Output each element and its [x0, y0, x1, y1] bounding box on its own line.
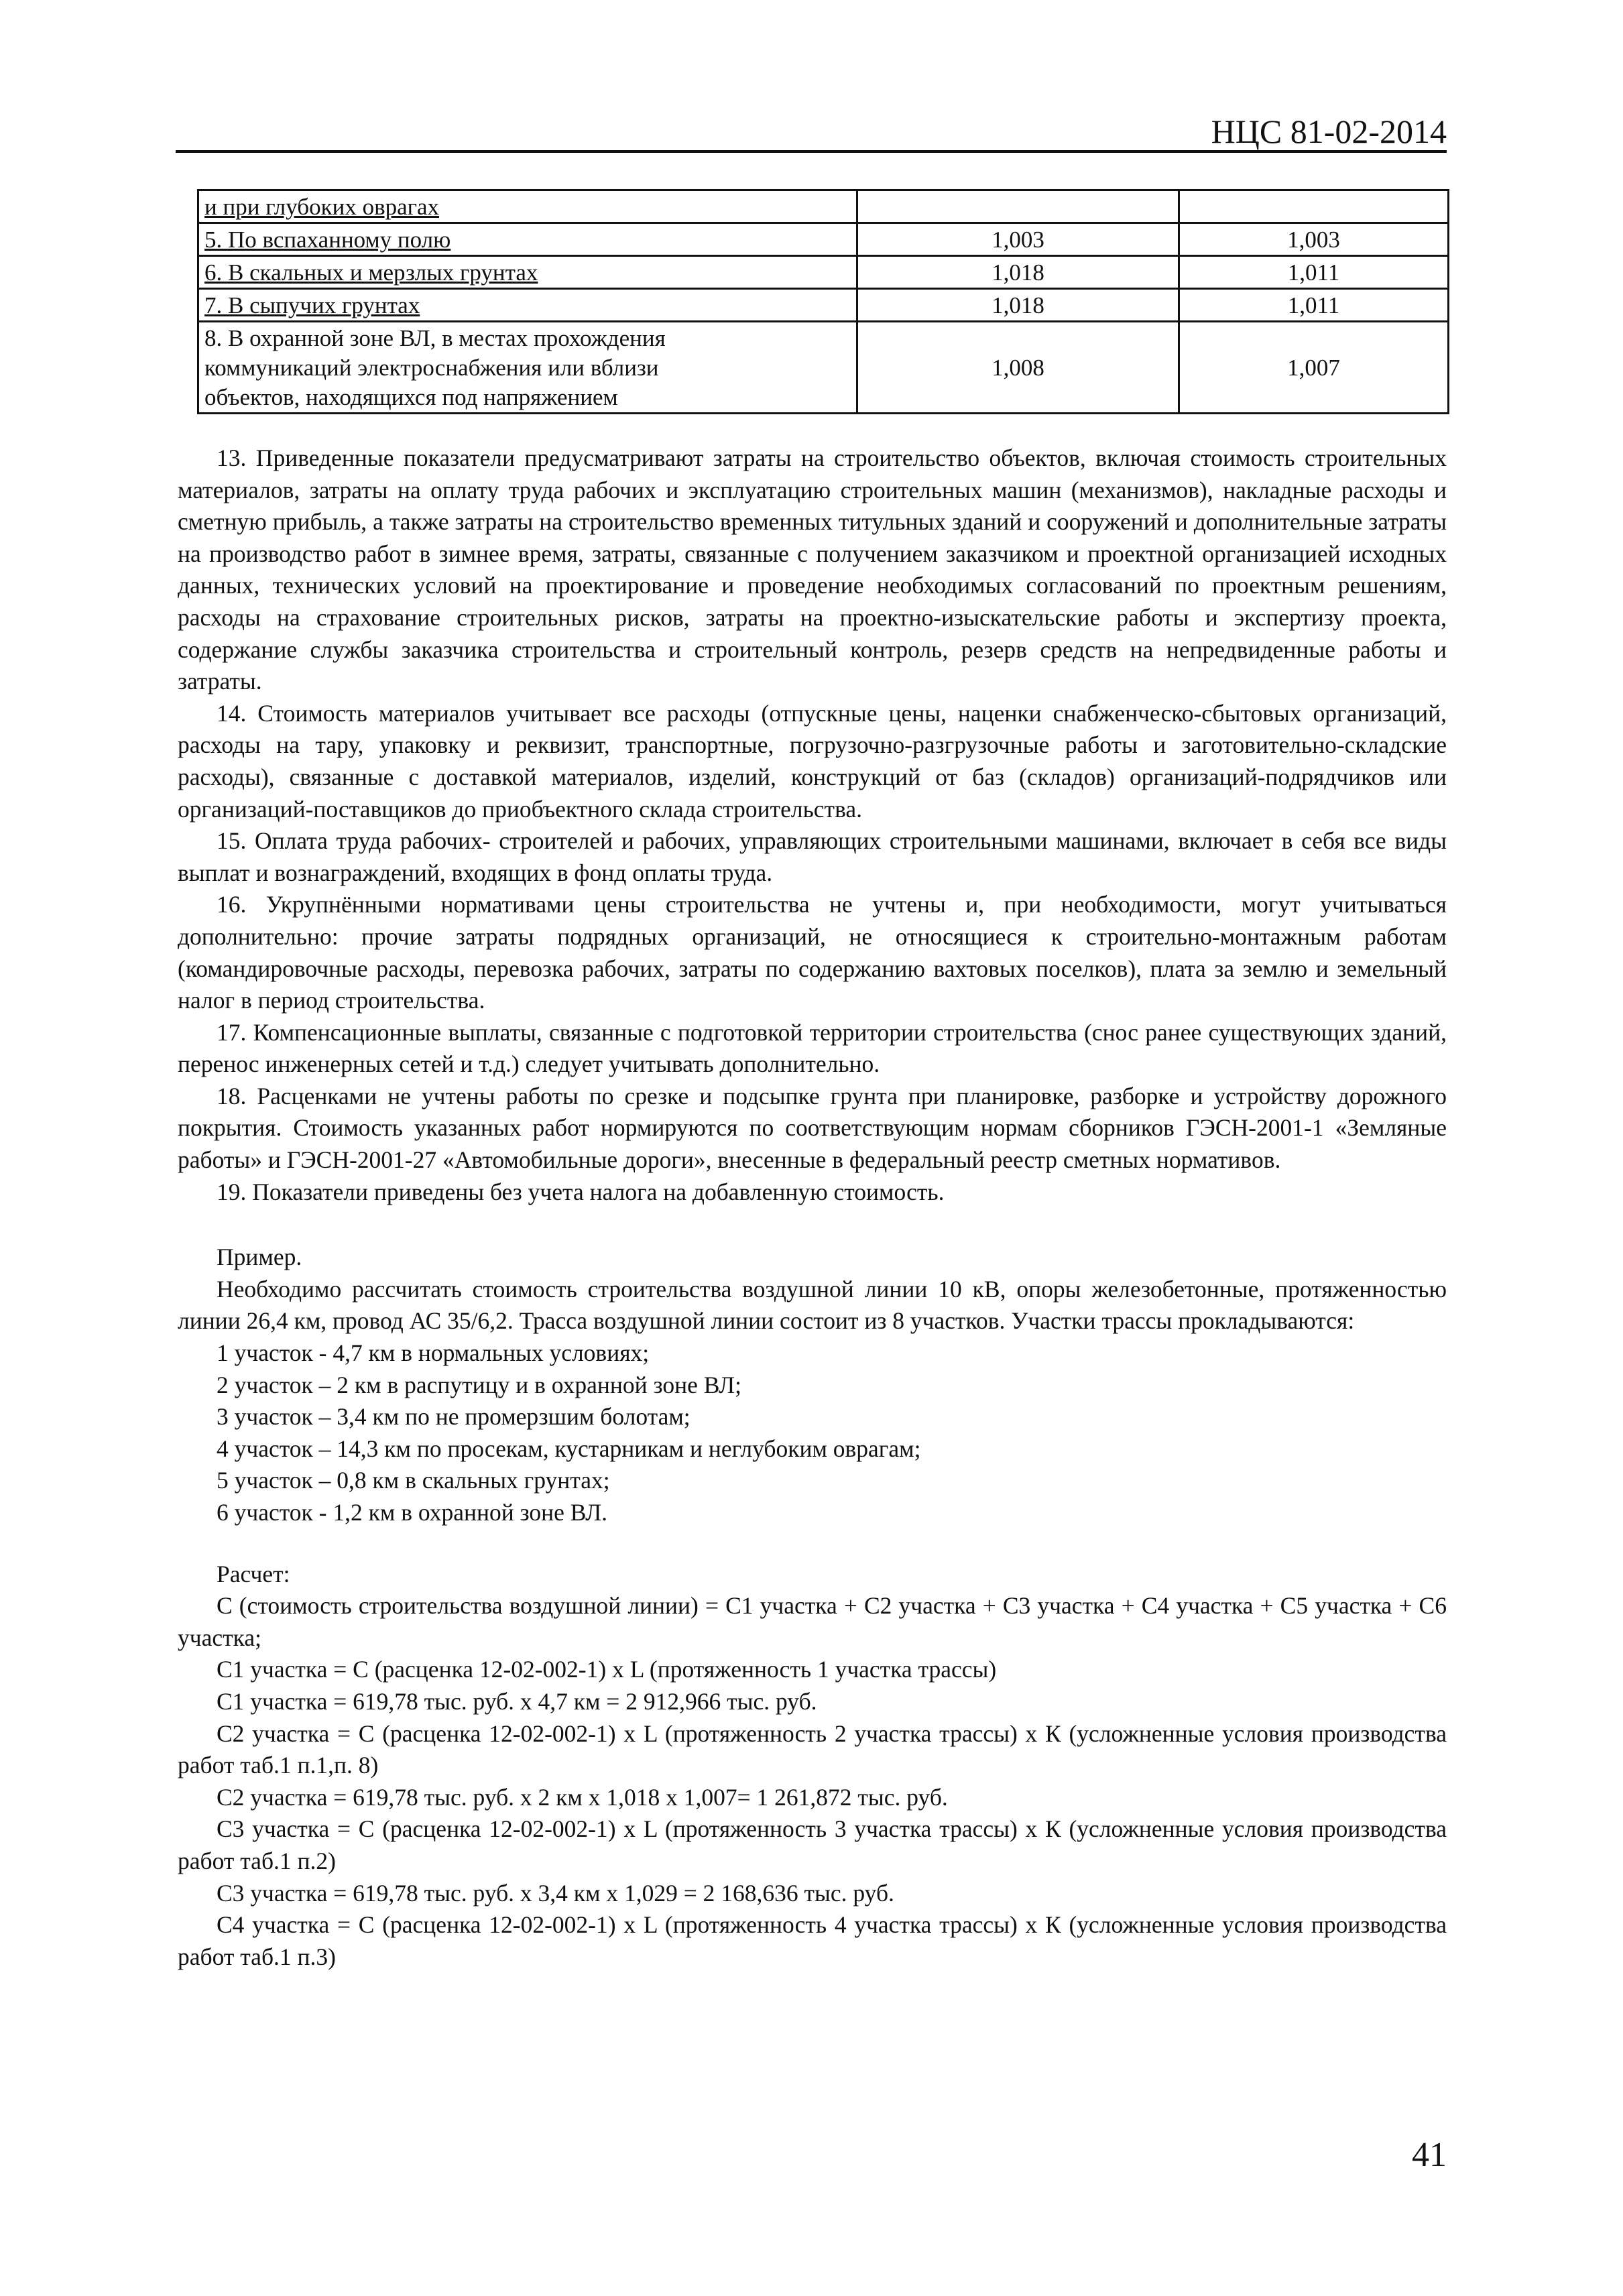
- table-cell-value: 1,007: [1179, 322, 1449, 414]
- spacer: [178, 1208, 1447, 1242]
- table-row: [198, 190, 1449, 223]
- example-section-4: 4 участок – 14,3 км по просекам, кустарникам и неглубоким оврагам;: [217, 1435, 921, 1462]
- table-cell-value: 1,003: [857, 223, 1179, 256]
- page-header: [176, 113, 1447, 153]
- paragraph-15: 15. Оплата труда рабочих- строителей и рабочих, управляющих строительными машинами, включает в себя все виды выплат и вознаграждений, входящих в фонд оплаты труда.: [178, 827, 1447, 886]
- table-cell-label: 6. В скальных и мерзлых грунтах: [198, 256, 857, 289]
- calculation-line-4: С2 участка = С (расценка 12-02-002-1) х L (протяженность 2 участка трассы) х К (усложненные условия производства работ таб.1 п.1,п. 8): [178, 1719, 1447, 1779]
- table-cell-value: [1179, 190, 1449, 223]
- example-section-2: 2 участок – 2 км в распутицу и в охранной зоне ВЛ;: [217, 1371, 741, 1398]
- calculation-line-6: С3 участка = С (расценка 12-02-002-1) х L (протяженность 3 участка трассы) х К (усложненные условия производства работ таб.1 п.2): [178, 1815, 1447, 1874]
- table-row: [198, 289, 1449, 322]
- calculation-line-7: С3 участка = 619,78 тыс. руб. х 3,4 км х 1,029 = 2 168,636 тыс. руб.: [217, 1879, 894, 1907]
- document-body: [178, 442, 1447, 1973]
- example-section-1: 1 участок - 4,7 км в нормальных условиях;: [217, 1339, 650, 1367]
- table-cell-value: 1,011: [1179, 256, 1449, 289]
- table-cell-value: 1,003: [1179, 223, 1449, 256]
- paragraph-16: 16. Укрупнёнными нормативами цены строительства не учтены и, при необходимости, могут учитываться дополнительно: прочие затраты подрядных организаций, не относящиеся к строительно-монтажным работам (командировочные расходы, перевозка рабочих, затраты по содержанию вахтовых поселков), плата за землю и земельный налог в период строительства.: [178, 891, 1447, 1014]
- calculation-line-2: С1 участка = С (расценка 12-02-002-1) х L (протяженность 1 участка трассы): [217, 1656, 997, 1683]
- table-cell-label: [198, 322, 857, 414]
- table-cell-value: 1,008: [857, 322, 1179, 414]
- document-code: НЦС 81-02-2014: [1211, 113, 1447, 150]
- example-section-5: 5 участок – 0,8 км в скальных грунтах;: [217, 1467, 610, 1494]
- table-cell-label: и при глубоких оврагах: [198, 190, 857, 223]
- table-cell-label: 7. В сыпучих грунтах: [198, 289, 857, 322]
- table-row: [198, 223, 1449, 256]
- calculation-line-1: С (стоимость строительства воздушной линии) = С1 участка + С2 участка + С3 участка + С4 участка + С5 участка + С6 участка;: [178, 1592, 1447, 1651]
- table-cell-value: 1,018: [857, 289, 1179, 322]
- calculation-line-5: С2 участка = 619,78 тыс. руб. х 2 км х 1,018 х 1,007= 1 261,872 тыс. руб.: [217, 1783, 948, 1811]
- table-cell-value: [857, 190, 1179, 223]
- paragraph-18: 18. Расценками не учтены работы по срезке и подсыпке грунта при планировке, разборке и устройству дорожного покрытия. Стоимость указанных работ нормируются по соответствующим нормам сборников ГЭСН-2001-1 «Земляные работы» и ГЭСН-2001-27 «Автомобильные дороги», внесенные в федеральный реестр сметных нормативов.: [178, 1082, 1447, 1174]
- page-number: 41: [1412, 2136, 1447, 2174]
- example-section-6: 6 участок - 1,2 км в охранной зоне ВЛ.: [217, 1499, 608, 1526]
- table-cell-value: 1,011: [1179, 289, 1449, 322]
- table-row: [198, 256, 1449, 289]
- example-intro: Необходимо рассчитать стоимость строительства воздушной линии 10 кВ, опоры железобетонные, протяженностью линии 26,4 км, провод АС 35/6,2. Трасса воздушной линии состоит из 8 участков. Участки трассы прокладываются:: [178, 1275, 1447, 1335]
- calculation-line-8: С4 участка = С (расценка 12-02-002-1) х L (протяженность 4 участка трассы) х К (усложненные условия производства работ таб.1 п.3): [178, 1911, 1447, 1970]
- table-cell-label: 5. По вспаханному полю: [198, 223, 857, 256]
- table-cell-line: 8. В охранной зоне ВЛ, в местах прохождения: [204, 325, 666, 351]
- coefficient-table: [197, 189, 1449, 414]
- example-title: Пример.: [217, 1244, 302, 1271]
- table-cell-value: 1,018: [857, 256, 1179, 289]
- paragraph-19: 19. Показатели приведены без учета налога на добавленную стоимость.: [217, 1178, 945, 1205]
- paragraph-14: 14. Стоимость материалов учитывает все расходы (отпускные цены, наценки снабженческо-сбытовых организаций, расходы на тару, упаковку и реквизит, транспортные, погрузочно-разгрузочные работы и заготовительно-складские расходы), связанные с доставкой материалов, изделий, конструкций от баз (складов) организаций-подрядчиков или организаций-поставщиков до приобъектного склада строительства.: [178, 699, 1447, 823]
- table-row: [198, 322, 1449, 414]
- calculation-line-3: С1 участка = 619,78 тыс. руб. х 4,7 км = 2 912,966 тыс. руб.: [217, 1687, 817, 1715]
- paragraph-13: 13. Приведенные показатели предусматривают затраты на строительство объектов, включая стоимость строительных материалов, затраты на оплату труда рабочих и эксплуатацию строительных машин (механизмов), накладные расходы и сметную прибыль, а также затраты на строительство временных титульных зданий и сооружений и дополнительные затраты на производство работ в зимнее время, затраты, связанные с получением заказчиком и проектной организацией исходных данных, технических условий на проектирование и проведение необходимых согласований по проектным решениям, расходы на страхование строительных рисков, затраты на проектно-изыскательские работы и экспертизу проекта, содержание службы заказчика строительства и строительный контроль, резерв средств на непредвиденные работы и затраты.: [178, 444, 1447, 695]
- table-cell-line: объектов, находящихся под напряжением: [204, 384, 618, 410]
- spacer: [178, 1529, 1447, 1559]
- table-cell-line: коммуникаций электроснабжения или вблизи: [204, 355, 659, 381]
- paragraph-17: 17. Компенсационные выплаты, связанные с подготовкой территории строительства (снос ранее существующих зданий, перенос инженерных сетей и т.д.) следует учитывать дополнительно.: [178, 1018, 1447, 1078]
- calculation-title: Расчет:: [217, 1560, 290, 1587]
- example-section-3: 3 участок – 3,4 км по не промерзшим болотам;: [217, 1403, 690, 1431]
